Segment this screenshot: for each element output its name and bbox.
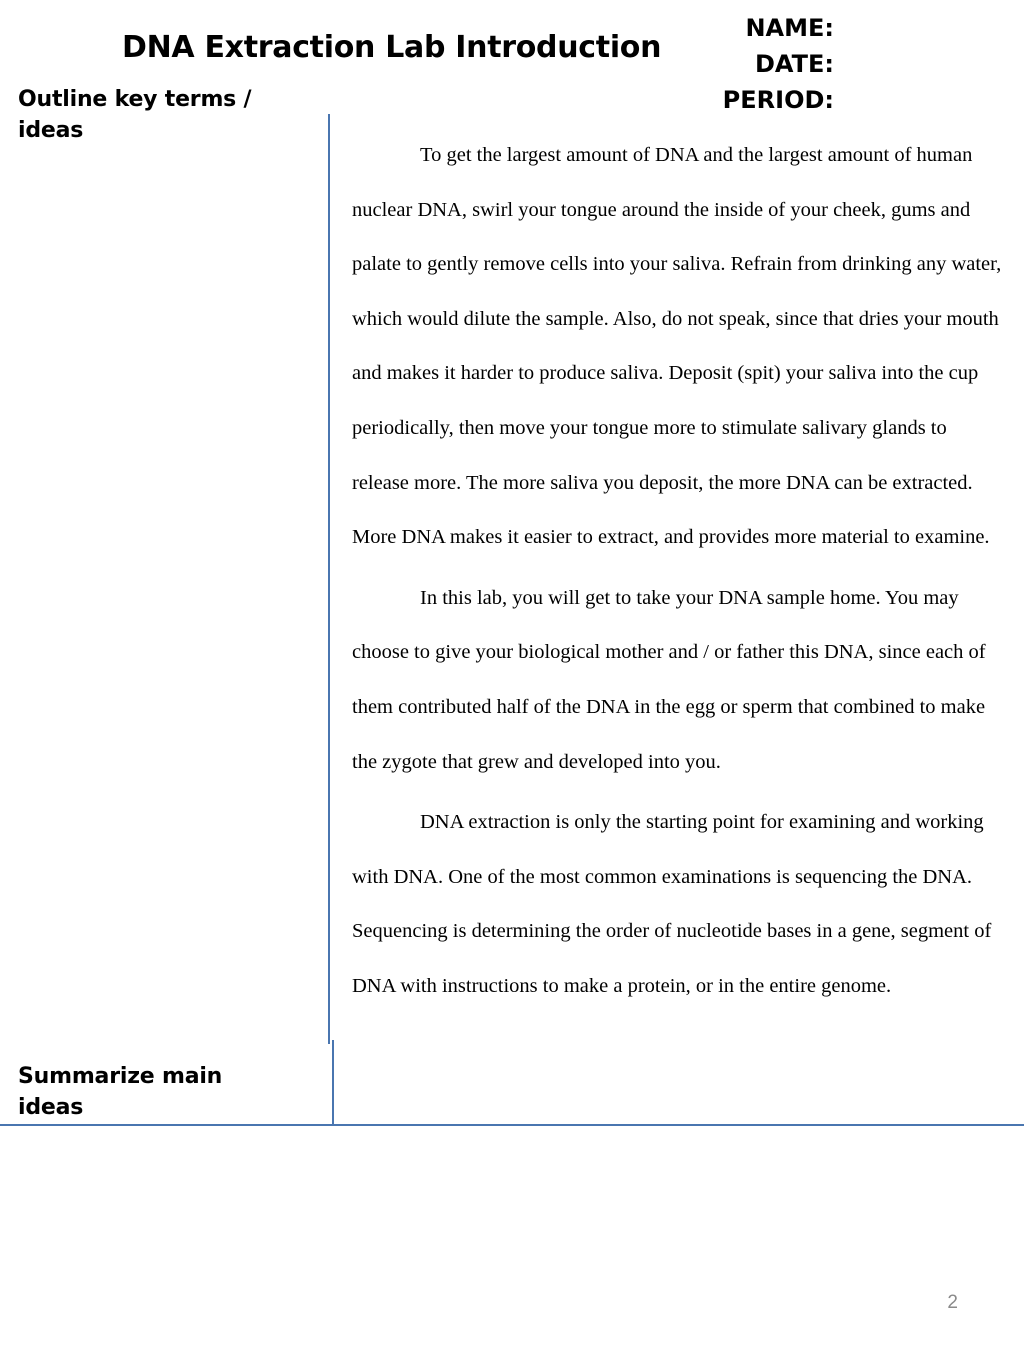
column-divider [328, 114, 330, 1044]
student-info-block [723, 10, 834, 118]
column-divider-lower [332, 1040, 334, 1126]
period-label: PERIOD: [722, 86, 834, 114]
summarize-main-ideas-label: Summarize main ideas [18, 1064, 223, 1120]
body-text [352, 128, 1002, 1020]
name-label: NAME: [745, 14, 834, 42]
paragraph-1: To get the largest amount of DNA and the largest amount of human nuclear DNA, swirl your tongue around the inside of your cheek, gums and palate to gently remove cells into your saliva. Refrain from drinking any water, which would dilute the sample. Also, do not speak, since that dries your mouth and makes it harder to produce saliva. Deposit (spit) your saliva into the cup periodically, then move your tongue more to stimulate salivary glands to release more. The more saliva you deposit, the more DNA can be extracted. More DNA makes it easier to extract, and provides more material to examine. [352, 144, 1002, 549]
paragraph-2: In this lab, you will get to take your DNA sample home. You may choose to give your biological mother and / or father this DNA, since each of them contributed half of the DNA in the egg or sperm that combined to make the zygote that grew and developed into you. [352, 586, 986, 773]
date-label: DATE: [755, 50, 834, 78]
page-number: 2 [947, 1292, 958, 1313]
outline-key-terms-label: Outline key terms / ideas [18, 87, 252, 143]
paragraph-3: DNA extraction is only the starting point for examining and working with DNA. One of the most common examinations is sequencing the DNA. Sequencing is determining the order of nucleotide bases in a gene, segment of DNA with instructions to make a protein, or in the entire genome. [352, 811, 992, 997]
page-title: DNA Extraction Lab Introduction [122, 30, 662, 65]
summary-divider-line [0, 1124, 1024, 1126]
